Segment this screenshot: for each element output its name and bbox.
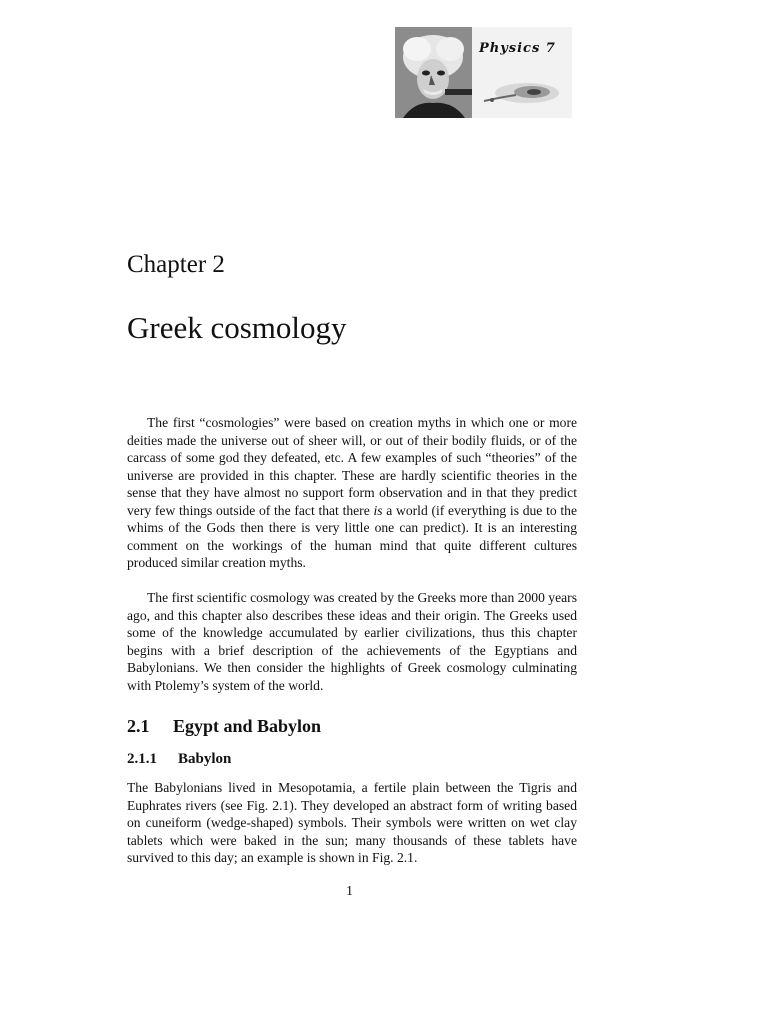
chapter-title: Greek cosmology <box>127 310 347 345</box>
page-number: 1 <box>346 884 353 899</box>
paragraph-text: a world (if everything is due to the whims of the Gods then there is very little one can predict). It is an interesting comment on the workings of the human mind that quite different cultures produced similar creation myths. <box>127 502 577 570</box>
portrait-image <box>395 27 472 118</box>
subsection-number: 2.1.1 <box>127 751 157 767</box>
paragraph-text: The first “cosmologies” were based on creation myths in which one or more deities made the universe out of sheer will, or out of their bodily fluids, or of the carcass of some god they defeated, etc. A few examples of such “theories” of the universe are provided in this chapter. These are hardly scientific theories in the sense that they have almost no support form observation and in that they predict very few things outside of the fact that there <box>127 415 577 518</box>
section-heading <box>127 716 321 737</box>
babylon-paragraph: The Babylonians lived in Mesopotamia, a fertile plain between the Tigris and Euphrates rivers (see Fig. 2.1). They developed an abstract form of writing based on cuneiform (wedge-shaped) symbols. Their symbols were written on wet clay tablets which were baked in the sun; many thousands of these tablets have survived to this day; an example is shown in Fig. 2.1. <box>127 780 577 865</box>
subsection-title: Babylon <box>178 751 232 767</box>
subsection-heading <box>127 751 231 768</box>
section-number: 2.1 <box>127 716 150 736</box>
course-logo <box>395 27 572 118</box>
intro-paragraph-2: The first scientific cosmology was created by the Greeks more than 2000 years ago, and this chapter also describes these ideas and their origin. The Greeks used some of the knowledge accumulated by earlier civilizations, thus this chapter begins with a brief description of the achievements of the Egyptians and Babylonians. We then consider the highlights of Greek cosmology culminating with Ptolemy’s system of the world. <box>127 590 577 693</box>
section-title: Egypt and Babylon <box>173 716 322 736</box>
emphasis-text: is <box>373 502 383 518</box>
portrait-drawing <box>395 27 472 118</box>
intro-paragraph-1 <box>127 414 577 572</box>
chapter-label: Chapter 2 <box>127 251 225 278</box>
logo-title: Physics 7 <box>479 41 556 56</box>
